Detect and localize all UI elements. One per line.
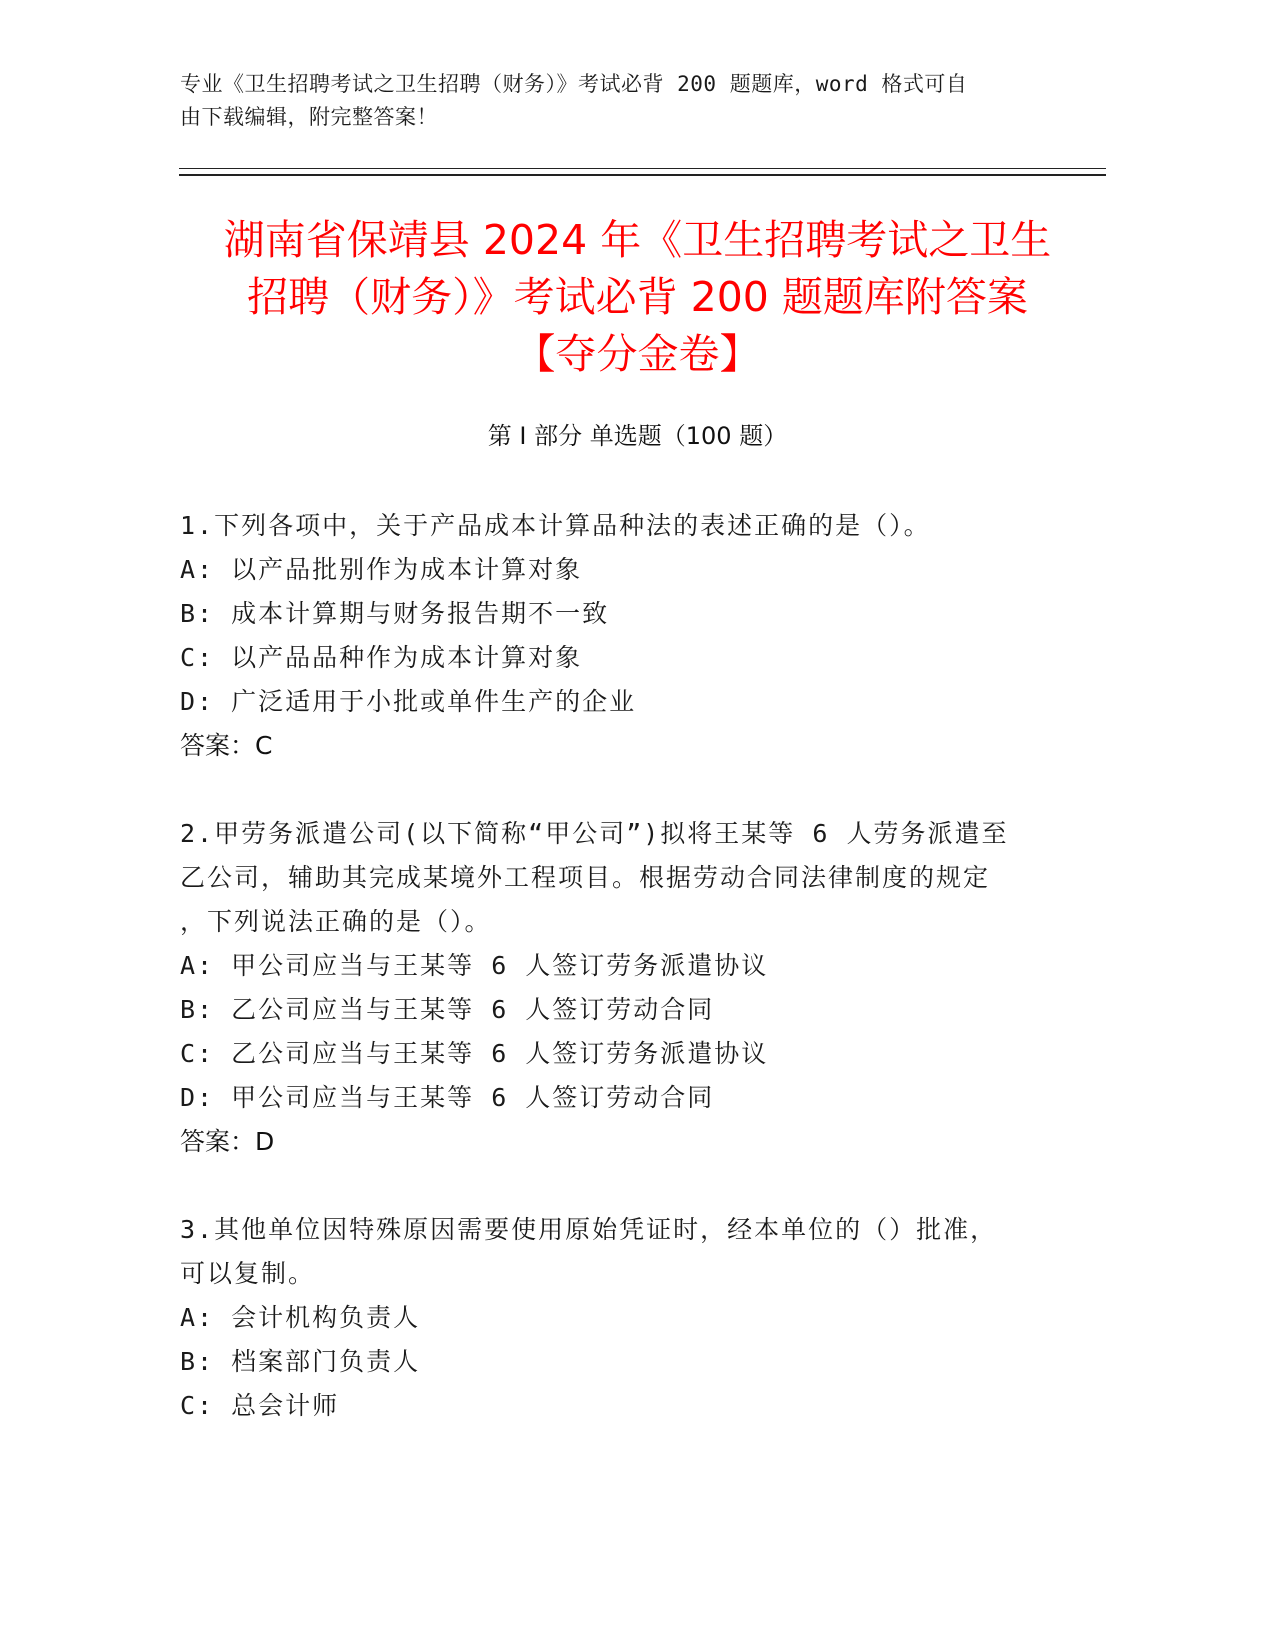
header-divider-thin — [179, 168, 1106, 169]
option-a: A: 会计机构负责人 — [180, 1303, 421, 1332]
option-b: B: 档案部门负责人 — [180, 1347, 421, 1376]
header-note-line-2: 由下载编辑，附完整答案！ — [180, 105, 438, 129]
option-b: B: 乙公司应当与王某等 6 人签订劳动合同 — [180, 995, 715, 1024]
question-3 — [180, 1208, 1100, 1428]
answer: 答案：D — [180, 1127, 275, 1156]
option-d: D: 广泛适用于小批或单件生产的企业 — [180, 687, 637, 716]
header-note-line-1: 专业《卫生招聘考试之卫生招聘（财务）》考试必背 200 题题库，word 格式可自 — [180, 72, 968, 96]
question-stem — [180, 1208, 1100, 1296]
option-c: C: 乙公司应当与王某等 6 人签订劳务派遣协议 — [180, 1039, 769, 1068]
section-title: 第 I 部分 单选题（100 题） — [487, 422, 788, 450]
option-d: D: 甲公司应当与王某等 6 人签订劳动合同 — [180, 1083, 715, 1112]
title-line-1: 湖南省保靖县 2024 年《卫生招聘考试之卫生 — [223, 216, 1052, 264]
stem-line: 1.下列各项中，关于产品成本计算品种法的表述正确的是（）。 — [180, 511, 931, 540]
question-list — [180, 504, 1100, 1472]
option-a: A: 甲公司应当与王某等 6 人签订劳务派遣协议 — [180, 951, 769, 980]
option-a: A: 以产品批别作为成本计算对象 — [180, 555, 583, 584]
option-c: C: 以产品品种作为成本计算对象 — [180, 643, 583, 672]
option-b: B: 成本计算期与财务报告期不一致 — [180, 599, 610, 628]
option-c: C: 总会计师 — [180, 1391, 340, 1420]
stem-line: 3.其他单位因特殊原因需要使用原始凭证时，经本单位的（）批准， — [180, 1215, 998, 1244]
stem-line: 可以复制。 — [180, 1259, 316, 1288]
header-note — [180, 68, 1100, 134]
stem-line: ，下列说法正确的是（）。 — [180, 907, 492, 936]
question-stem — [180, 504, 1100, 548]
question-stem — [180, 812, 1100, 944]
question-2 — [180, 812, 1100, 1164]
stem-line: 乙公司，辅助其完成某境外工程项目。根据劳动合同法律制度的规定 — [180, 863, 991, 892]
header-divider-thick — [179, 174, 1106, 176]
question-1 — [180, 504, 1100, 768]
document-title — [140, 212, 1135, 383]
stem-line: 2.甲劳务派遣公司(以下简称“甲公司”)拟将王某等 6 人劳务派遣至 — [180, 819, 1009, 848]
title-line-2: 招聘（财务）》考试必背 200 题题库附答案 — [247, 273, 1028, 321]
title-line-3: 【夺分金卷】 — [514, 330, 761, 378]
answer: 答案：C — [180, 731, 273, 760]
